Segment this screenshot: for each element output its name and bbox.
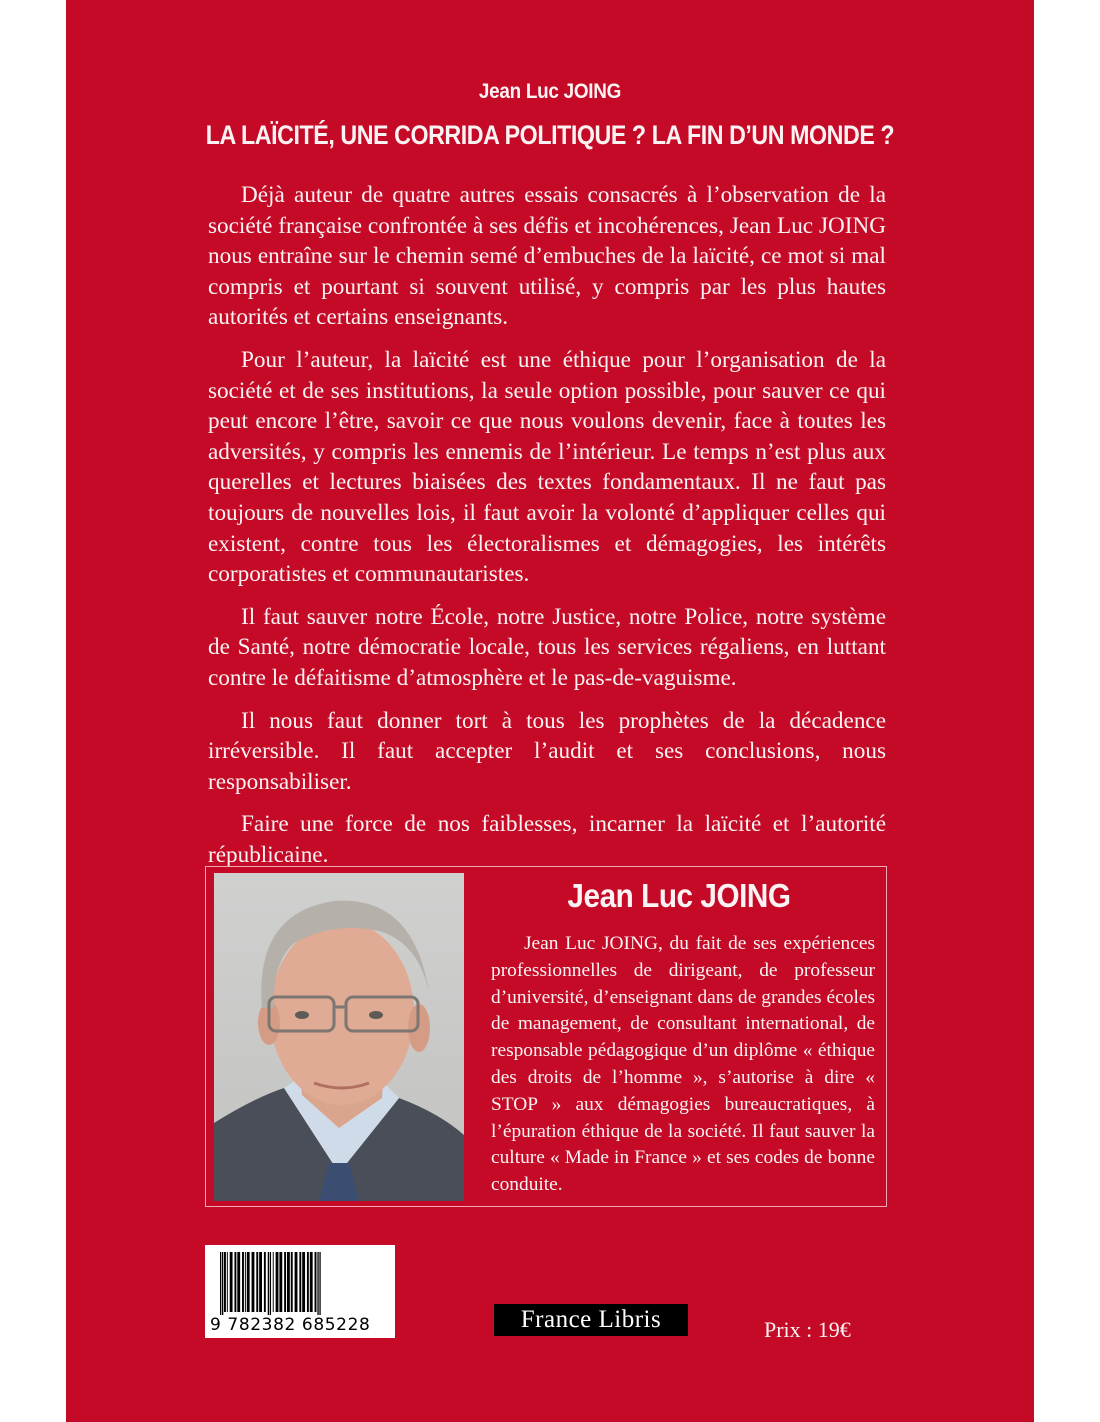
barcode-bar [276, 1252, 279, 1312]
barcode-bar [273, 1252, 274, 1312]
blurb [208, 180, 886, 882]
blurb-paragraph: Faire une force de nos faiblesses, incarner la laïcité et l’autorité républicaine. [208, 811, 886, 868]
barcode-bar [284, 1252, 286, 1312]
blurb-paragraph: Il faut sauver notre École, notre Justice, notre Police, notre système de Santé, notre démocratie locale, tous les services régaliens, en luttant contre le défaitisme d’atmosphère et le pas-de-vaguisme. [208, 603, 886, 691]
blurb-paragraph: Pour l’auteur, la laïcité est une éthique pour l’organisation de la société et de ses institutions, la seule option possible, pour sauver ce qui peut encore l’être, savoir ce que nous voulons devenir, face à toutes les adversités, y compris les ennemis de l’intérieur. Le temps n’est plus aux querelles et lectures biaisées des textes fondamentaux. Il ne faut pas toujours de nouvelles lois, il faut avoir la volonté d’appliquer celles qui existent, contre tous les électoralismes et démagogies, les intérêts corporatistes et communautaristes. [208, 346, 886, 588]
barcode-bar [227, 1252, 228, 1312]
barcode-bar [315, 1252, 317, 1312]
blurb-paragraph: Déjà auteur de quatre autres essais consacrés à l’observation de la société française confrontée à ses défis et incohérences, Jean Luc JOING nous entraîne sur le chemin semé d’embuches de la laïcité, ce mot si mal compris et pourtant si souvent utilisé, y compris par les plus hautes autorités et certains enseignants. [208, 182, 886, 331]
barcode-bar [242, 1252, 244, 1312]
isbn-barcode [205, 1245, 395, 1338]
barcode-bar [287, 1252, 290, 1312]
author-name-header: Jean Luc JOING [478, 80, 622, 103]
barcode-bar [307, 1252, 309, 1312]
barcode-bar [302, 1252, 305, 1312]
barcode-guard-bar [222, 1252, 223, 1322]
blurb-paragraph: Il nous faut donner tort à tous les prophètes de la décadence irréversible. Il faut accepter l’audit et ses conclusions, nous responsabiliser. [208, 707, 886, 795]
book-back-cover [66, 0, 1034, 1422]
bio-author-name: Jean Luc JOING [567, 877, 791, 914]
author-portrait-icon [214, 873, 464, 1201]
isbn-digits: 9 782382 685228 [210, 1315, 371, 1335]
barcode-bar [237, 1252, 240, 1312]
barcode-bar [259, 1252, 262, 1312]
barcode-bar [245, 1252, 246, 1312]
barcode-bar [279, 1252, 282, 1312]
price-label: Prix : 19€ [764, 1317, 851, 1342]
author-portrait-drawing [214, 873, 464, 1201]
barcode-bar [299, 1252, 301, 1312]
author-bio-box [205, 866, 887, 1207]
barcode-bars [212, 1252, 388, 1322]
barcode-bar [230, 1252, 233, 1312]
barcode-bar [224, 1252, 226, 1312]
isbn-number [210, 1316, 392, 1334]
barcode-bar [310, 1252, 313, 1312]
barcode-guard-bar [319, 1252, 320, 1322]
barcode-bar [247, 1252, 250, 1312]
barcode-guard-bar [317, 1252, 318, 1322]
barcode-bar [291, 1252, 293, 1312]
barcode-bar [295, 1252, 298, 1312]
author-bio-text: Jean Luc JOING, du fait de ses expériences professionnelles de dirigeant, de professeur d’université, d’enseignant dans de grandes écoles de management, de consultant international, de responsable pédagogique d’un diplôme « éthique des droits de l’homme », s’autorise à dire « STOP » aux démagogies bureaucratiques, à l’épuration éthique de la société. Il faut sauver la culture « Made in France » et ses codes de bonne conduite. [491, 933, 875, 1196]
author-bio [491, 931, 875, 1199]
barcode-guard-bar [268, 1252, 269, 1322]
barcode-bar [264, 1252, 266, 1312]
barcode-bar [252, 1252, 255, 1312]
book-title: LA LAÏCITÉ, UNE CORRIDA POLITIQUE ? LA FIN D’UN MONDE ? [205, 120, 895, 150]
barcode-bar [256, 1252, 258, 1312]
barcode-guard-bar [270, 1252, 271, 1322]
barcode-guard-bar [220, 1252, 221, 1322]
barcode-bar [234, 1252, 236, 1312]
publisher-logo: France Libris [494, 1304, 688, 1336]
